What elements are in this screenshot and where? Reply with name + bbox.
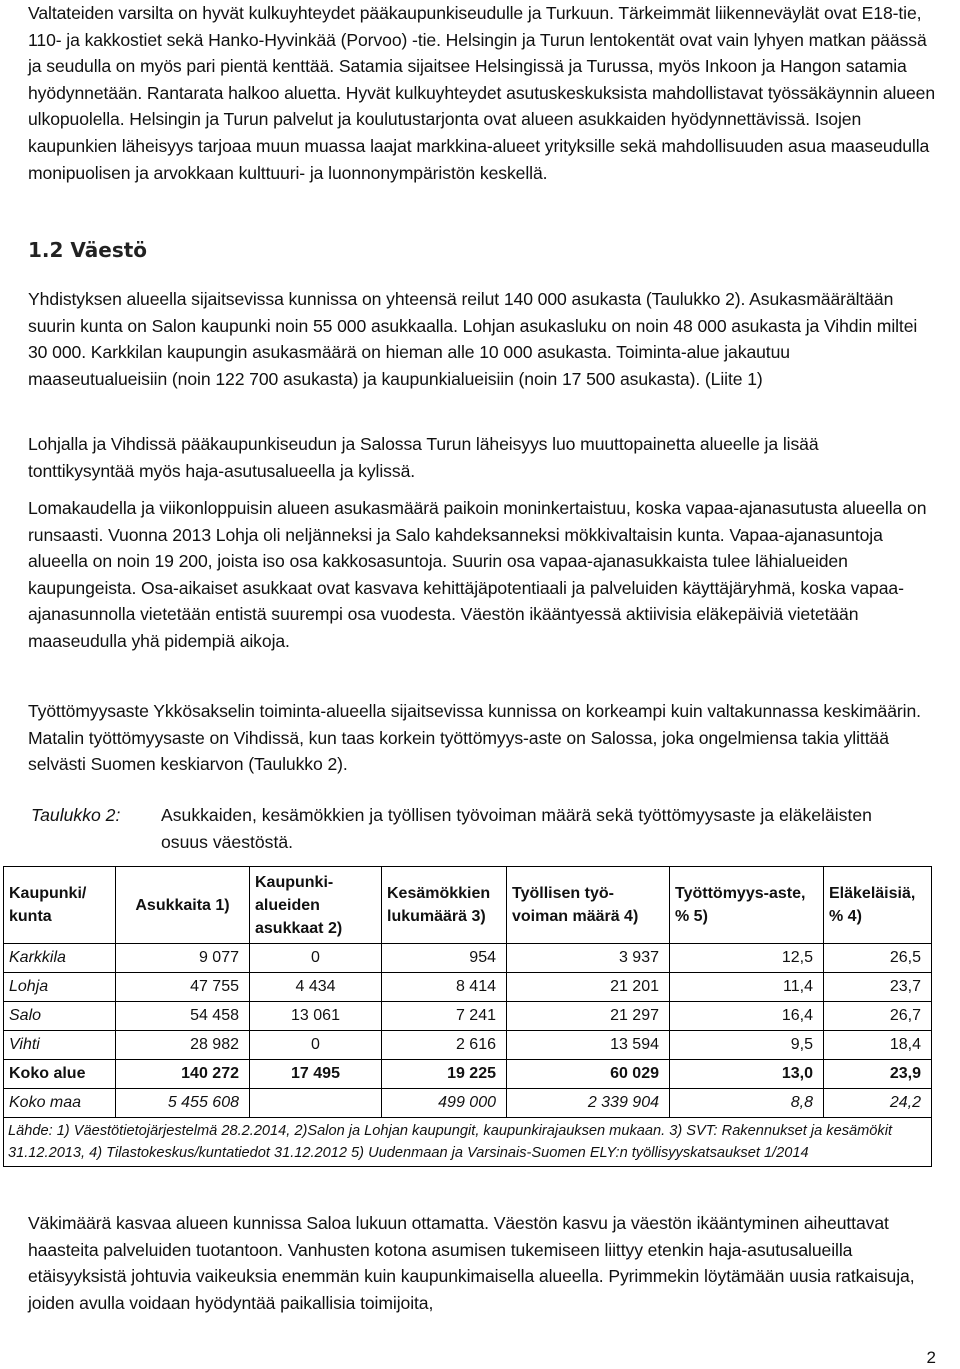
table-caption-text: Asukkaiden, kesämökkien ja työllisen työvoiman määrä sekä työttömyysaste ja eläkeläisten osuus väestöstä. [161,805,872,852]
table-cell: 19 225 [382,1060,507,1089]
table-cell: 54 458 [116,1002,250,1031]
paragraph-population: Yhdistyksen alueella sijaitsevissa kunnissa on yhteensä reilut 140 000 asukasta (Taulukko 2). Asukasmäärältään suurin kunta on Salon kaupunki noin 55 000 asukkaalla. Lohjan asukasluku on noin 48 000 asukasta ja Vihdin miltei 30 000. Karkkilan kaupungin asukasmäärä on hieman alle 10 000 asukasta. Toiminta-alue jakautuu maaseutualueisiin (noin 122 700 asukasta) ja kaupunkialueisiin (noin 17 500 asukasta). (Liite 1) [28,289,918,389]
table-cell: 23,7 [824,973,932,1002]
column-header: Kesämökkien lukumäärä 3) [382,867,507,944]
table-cell: Lohja [4,973,116,1002]
table-cell: 13,0 [670,1060,824,1089]
page-number: 2 [926,1348,936,1367]
table-cell: Karkkila [4,944,116,973]
table-cell: 13 061 [250,1002,382,1031]
table-cell: 26,7 [824,1002,932,1031]
table-cell: 8,8 [670,1089,824,1118]
table-cell: 499 000 [382,1089,507,1118]
table-cell: 23,9 [824,1060,932,1089]
table-row-total [4,1060,932,1089]
table-cell: 47 755 [116,973,250,1002]
column-header: Eläkeläisiä, % 4) [824,867,932,944]
table-source-row [4,1118,932,1167]
column-header: Työllisen työ-voiman määrä 4) [507,867,670,944]
paragraph-population-growth: Väkimäärä kasvaa alueen kunnissa Saloa lukuun ottamatta. Väestön kasvu ja väestön ikääntyminen aiheuttavat haasteita palveluiden tuotantoon. Vanhusten kotona asumisen tukemiseen liittyy etenkin haja-asutusalueilla etäisyyksistä johtuvia vaikeuksia enemmän kuin kaupunkimaisella alueella. Pyrimmekin löytämään uusia ratkaisuja, joiden avulla voidaan hyödyntää paikallisia toimijoita, [28,1213,915,1313]
table-cell: 21 201 [507,973,670,1002]
table-cell: 2 616 [382,1031,507,1060]
table-cell: 8 414 [382,973,507,1002]
table-cell: 7 241 [382,1002,507,1031]
paragraph-holiday-residents: Lomakaudella ja viikonloppuisin alueen asukasmäärä paikoin moninkertaistuu, koska vapaa-ajanasutusta alueella on runsaasti. Vuonna 2013 Lohja oli neljänneksi ja Salo kahdeksanneksi mökkivaltaisin kunta. Vapaa-ajanasuntoja alueella on noin 19 200, joista iso osa kakkosasuntoja. Suurin osa vapaa-ajanasukkaista tulee lähialueiden kaupungeista. Osa-aikaiset asukkaat ovat kasvava kehittäjäpotentiaali ja palveluiden käyttäjäryhmä, koska vapaa-ajanasunnolla vietetään entistä suurempi osa vuodesta. Väestön ikääntyessä aktiivisia eläkepäiviä vietetään maaseudulla yhä pidempiä aikoja. [28,498,927,651]
table-cell: 140 272 [116,1060,250,1089]
table-source-note: Lähde: 1) Väestötietojärjestelmä 28.2.2014, 2)Salon ja Lohjan kaupungit, kaupunkirajauksen mukaan. 3) SVT: Rakennukset ja kesämökit 31.12.2013, 4) Tilastokeskus/kuntatiedot 31.12.2012 5) Uudenmaan ja Varsinais-Suomen ELY:n työllisyyskatsaukset 1/2014 [4,1118,932,1167]
table-row-country [4,1089,932,1118]
section-heading: 1.2 Väestö [28,238,148,262]
table-row [4,1002,932,1031]
table-row [4,944,932,973]
table-cell: Vihti [4,1031,116,1060]
statistics-table [3,866,932,1167]
table-cell: 26,5 [824,944,932,973]
table-cell: 11,4 [670,973,824,1002]
table-cell: 13 594 [507,1031,670,1060]
table-cell: 2 339 904 [507,1089,670,1118]
table-cell: 0 [250,944,382,973]
column-header: Kaupunki/ kunta [4,867,116,944]
table-cell: 954 [382,944,507,973]
table-cell: 60 029 [507,1060,670,1089]
table-cell: 21 297 [507,1002,670,1031]
table-cell: 17 495 [250,1060,382,1089]
column-header: Kaupunki-alueiden asukkaat 2) [250,867,382,944]
table-row [4,973,932,1002]
table-cell: Koko alue [4,1060,116,1089]
column-header: Asukkaita 1) [116,867,250,944]
column-header: Työttömyys-aste, % 5) [670,867,824,944]
table-cell: 18,4 [824,1031,932,1060]
table-cell: 0 [250,1031,382,1060]
table-cell: 16,4 [670,1002,824,1031]
table-row [4,1031,932,1060]
table-cell: 12,5 [670,944,824,973]
paragraph-transport: Valtateiden varsilta on hyvät kulkuyhteydet pääkaupunkiseudulle ja Turkuun. Tärkeimmät liikenneväylät ovat E18-tie, 110- ja kakkostiet sekä Hanko-Hyvinkää (Porvoo) -tie. Helsingin ja Turun lentokentät ovat vain lyhyen matkan päässä ja seudulla on myös pari pientä kenttää. Satamia sijaitsee Helsingissä ja Turussa, myös Inkoon ja Hangon satamia hyödynnetään. Rantarata halkoo aluetta. Hyvät kulkuyhteydet asutuskeskuksista mahdollistavat työssäkäynnin alueen ulkopuolella. Helsingin ja Turun palvelut ja koulutustarjonta ovat alueen asukkaiden hyödynnettävissä. Isojen kaupunkien läheisyys tarjoaa muun muassa laajat markkina-alueet yrityksille sekä mahdollisuuden asua maaseudulla monipuolisen ja arvokkaan kulttuuri- ja luonnonympäristön keskellä. [28,3,936,183]
table-cell: 24,2 [824,1089,932,1118]
table-caption-label: Taulukko 2: [31,805,121,825]
table-cell: 9 077 [116,944,250,973]
table-cell: Koko maa [4,1089,116,1118]
table-cell: 5 455 608 [116,1089,250,1118]
table-cell: 4 434 [250,973,382,1002]
paragraph-migration: Lohjalla ja Vihdissä pääkaupunkiseudun ja Salossa Turun läheisyys luo muuttopainetta alueelle ja lisää tonttikysyntää myös haja-asutusalueella ja kylissä. [28,434,819,481]
table-cell: 3 937 [507,944,670,973]
table-cell [250,1089,382,1118]
table-header-row [4,867,932,944]
table-cell: 28 982 [116,1031,250,1060]
table-cell: 9,5 [670,1031,824,1060]
table-cell: Salo [4,1002,116,1031]
paragraph-unemployment: Työttömyysaste Ykkösakselin toiminta-alueella sijaitsevissa kunnissa on korkeampi kuin valtakunnassa keskimäärin. Matalin työttömyysaste on Vihdissä, kun taas korkein työttömyys-aste on Salossa, joka ongelmiensa takia ylittää selvästi Suomen keskiarvon (Taulukko 2). [28,701,921,775]
